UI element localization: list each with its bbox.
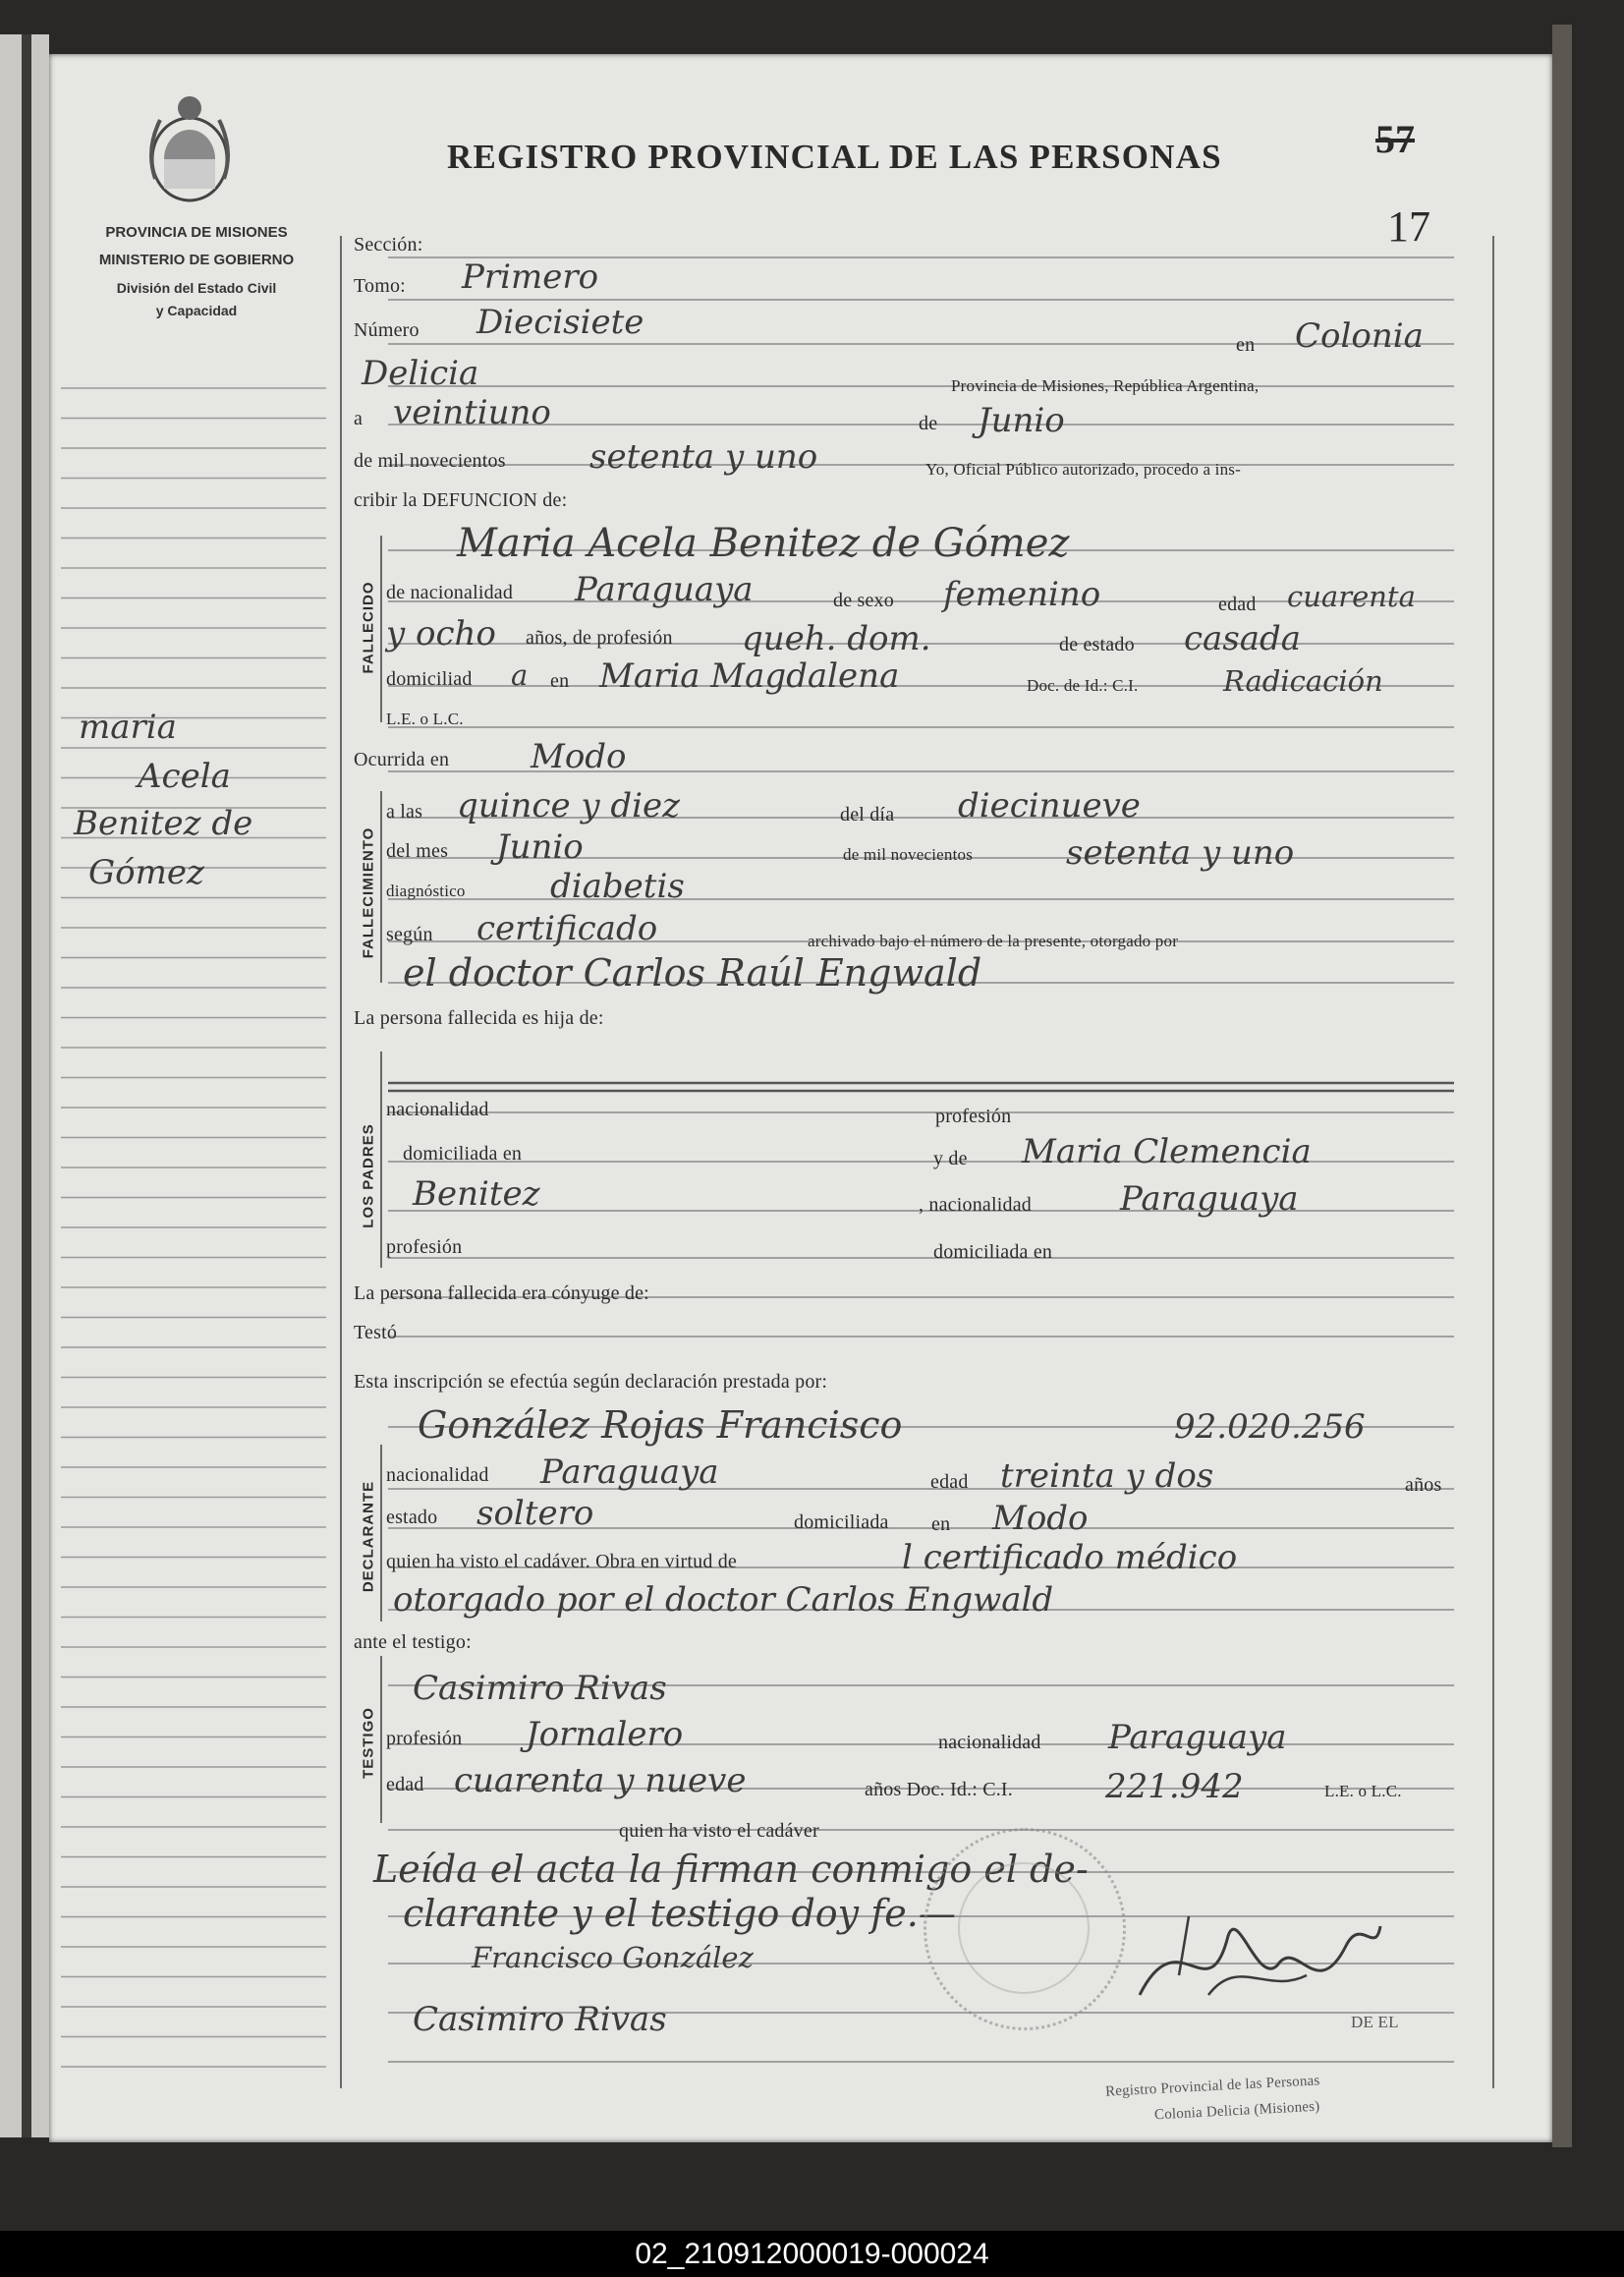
stamp-text-1: DE EL [1351,2013,1399,2031]
label-yo-oficial: Yo, Oficial Público autorizado, procedo a ins- [925,460,1241,479]
label-decl-domiciliada: domiciliada [794,1511,889,1533]
label-de-mil-2: de mil novecientos [843,845,974,864]
label-cadaver: quien ha visto el cadáver. Obra en virtud de [386,1551,738,1572]
label-test-anios-doc: años Doc. Id.: C.I. [865,1779,1013,1800]
label-del-dia: del día [840,804,895,825]
label-anios-profesion: años, de profesión [526,627,673,649]
label-de-mil: de mil novecientos [354,450,506,472]
hw-nombre: Maria Acela Benitez de Gómez [457,521,1070,566]
label-decl-en: en [931,1513,951,1535]
label-domiciliada-en-padre: domiciliada en [403,1143,523,1165]
hw-genero-sufijo: a [511,658,529,692]
hw-virtud-2: otorgado por el doctor Carlos Engwald [393,1580,1054,1620]
label-edad: edad [1218,594,1257,615]
division-label-2: y Capacidad [155,303,238,318]
label-del-mes: del mes [386,840,449,862]
hw-cierre-1: Leída el acta la firman conmigo el de- [373,1848,1089,1891]
hw-diagnostico: diabetis [550,867,685,906]
hw-dia-fallec: diecinueve [958,786,1141,825]
division-label-1: División del Estado Civil [116,280,277,296]
label-test-edad: edad [386,1774,424,1795]
hw-ocurrida: Modo [531,737,627,776]
stamp-text-2: Registro Provincial de las Personas [1104,2073,1320,2100]
label-test-nacionalidad: nacionalidad [938,1732,1041,1753]
hw-edad-1: cuarenta [1287,580,1416,613]
hw-decl-edad: treinta y dos [1000,1456,1214,1496]
side-label-declarante: DECLARANTE [360,1480,377,1593]
hw-anio: setenta y uno [589,437,818,477]
official-seal-inner [958,1862,1090,1994]
label-hija-de: La persona fallecida es hija de: [354,1007,604,1029]
coat-of-arms-icon [145,90,234,208]
label-y-de: y de [933,1148,968,1169]
label-coma-nacionalidad: , nacionalidad [919,1194,1032,1216]
label-profesion-padre: profesión [935,1106,1012,1127]
label-seccion: Sección: [354,234,423,256]
hw-dia: veintiuno [393,393,551,432]
hw-ci: Radicación [1223,664,1383,698]
label-tomo: Tomo: [354,275,406,297]
hw-edad-2: y ocho [386,614,496,654]
province-label: PROVINCIA DE MISIONES [105,224,288,241]
label-estado: estado [386,1507,438,1528]
label-conyuge: La persona fallecida era cónyuge de: [354,1282,649,1304]
hw-en: Colonia [1295,316,1424,356]
margin-note-line-4: Gómez [88,853,204,892]
hw-test-nacionalidad: Paraguaya [1108,1718,1287,1757]
hw-testigo: Casimiro Rivas [413,1669,667,1708]
label-provincia: Provincia de Misiones, República Argentina, [951,376,1260,395]
hw-decl-estado: soltero [476,1494,594,1533]
hw-mes-fallec: Junio [496,827,584,867]
label-profesion-padres: profesión [386,1236,463,1258]
side-label-testigo: TESTIGO [360,1707,377,1779]
label-de-sexo: de sexo [833,590,894,611]
label-de: de [919,413,938,434]
margin-note-line-1: maria [79,708,177,747]
label-cribir: cribir la DEFUNCION de: [354,489,568,511]
image-caption: 02_210912000019-000024 [635,2238,989,2270]
hw-profesion: queh. dom. [742,619,931,658]
hw-estado: casada [1184,619,1302,658]
hw-test-ci: 221.942 [1105,1767,1244,1806]
label-declaracion: Esta inscripción se efectúa según declaración prestada por: [354,1371,828,1393]
label-en: en [1236,334,1256,356]
hw-domicilio: Maria Magdalena [599,656,900,696]
page-number: 17 [1387,202,1430,251]
hw-segun: certificado [476,909,658,948]
label-testo: Testó [354,1322,398,1343]
hw-nacionalidad: Paraguaya [575,570,754,609]
label-test-cadaver: quien ha visto el cadáver [619,1820,819,1842]
label-domiciliada-en-madre: domiciliada en [933,1241,1053,1263]
hw-hora: quince y diez [457,786,681,825]
label-a-las: a las [386,801,423,823]
hw-numero: Diecisiete [476,303,644,342]
label-testigo: ante el testigo: [354,1631,472,1653]
hw-madre-nacionalidad: Paraguaya [1120,1179,1299,1219]
hw-sexo: femenino [943,575,1101,614]
stamp-text-3: Colonia Delicia (Misiones) [1153,2098,1320,2124]
label-decl-edad: edad [930,1471,969,1493]
hw-madre-2: Benitez [413,1174,540,1214]
hw-test-profesion: Jornalero [526,1715,684,1754]
label-en-dom: en [550,670,570,692]
page-number-struck: 57 [1375,117,1415,161]
label-domiciliad: domiciliad [386,668,473,690]
hw-tomo: Primero [462,257,599,297]
label-archivado: archivado bajo el número de la presente, otorgado por [808,932,1179,950]
side-label-fallecimiento: FALLECIMIENTO [360,826,377,959]
label-diagnostico: diagnóstico [386,882,466,900]
label-de-estado: de estado [1059,634,1135,655]
document-title: REGISTRO PROVINCIAL DE LAS PERSONAS [447,138,1222,176]
margin-note-line-3: Benitez de [74,804,253,843]
label-doc-id: Doc. de Id.: C.I. [1027,676,1139,695]
hw-decl-domicilio: Modo [992,1499,1089,1538]
hw-anio-fallec: setenta y uno [1066,833,1295,873]
label-a: a [354,408,364,429]
label-le-lc: L.E. o L.C. [386,710,464,728]
hw-medico: el doctor Carlos Raúl Engwald [403,951,982,995]
hw-test-edad: cuarenta y nueve [454,1761,747,1800]
side-label-padres: LOS PADRES [360,1123,377,1228]
label-test-profesion: profesión [386,1728,463,1749]
hw-cierre-2: clarante y el testigo doy fe.— [403,1892,956,1935]
label-nacionalidad-padre: nacionalidad [386,1099,489,1120]
side-label-fallecido: FALLECIDO [360,581,377,674]
label-ocurrida-en: Ocurrida en [354,749,450,770]
hw-firma-1: Francisco González [472,1941,754,1974]
hw-firma-2: Casimiro Rivas [413,2000,667,2039]
label-de-nacionalidad: de nacionalidad [386,582,514,603]
label-numero: Número [354,319,420,341]
hw-madre-1: Maria Clemencia [1022,1132,1312,1171]
label-segun: según [386,924,433,945]
label-decl-nacionalidad: nacionalidad [386,1464,489,1486]
hw-lugar: Delicia [362,354,479,393]
hw-mes: Junio [978,401,1065,440]
hw-declarante: González Rojas Francisco [418,1403,903,1447]
hw-decl-nacionalidad: Paraguaya [540,1452,719,1492]
hw-virtud-1: l certificado médico [902,1538,1238,1577]
margin-note-line-2: Acela [138,757,231,796]
label-test-le-lc: L.E. o L.C. [1324,1782,1402,1800]
label-decl-anios: años [1405,1474,1442,1496]
ministry-label: MINISTERIO DE GOBIERNO [98,252,295,268]
hw-declarante-doc: 92.020.256 [1174,1407,1366,1447]
